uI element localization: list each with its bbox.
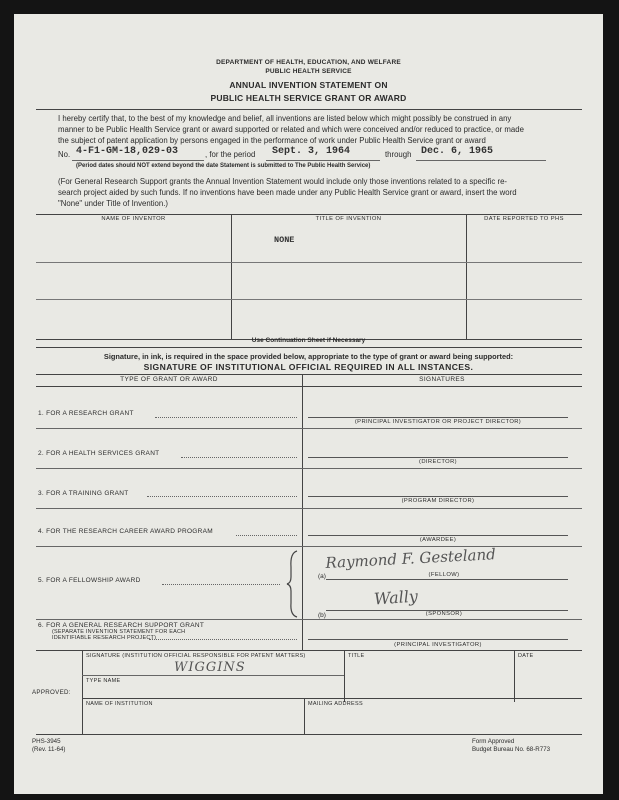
title-label: TITLE — [348, 653, 365, 659]
row5-divider — [36, 619, 582, 620]
grant-number-field[interactable]: 4-F1-GM-18,029-03 — [76, 146, 179, 157]
form-page — [14, 14, 603, 794]
period-note: (Period dates should NOT extend beyond the date Statement is submitted to The Public Health Service) — [76, 163, 371, 169]
general-research-sub2: IDENTIFIABLE RESEARCH PROJECT) — [52, 635, 157, 641]
department-name: DEPARTMENT OF HEALTH, EDUCATION, AND WELFARE — [216, 59, 401, 66]
grant-table-top — [36, 374, 582, 375]
cert-line3: the subject of patent application by persons engaged in the performance of work under Public Health Service grant or award — [58, 136, 486, 145]
invention-entry[interactable]: NONE — [274, 235, 295, 245]
training-grant-caption: (PROGRAM DIRECTOR) — [401, 498, 475, 504]
period-label: , for the period — [205, 150, 256, 159]
general-research-sub1: (SEPARATE INVENTION STATEMENT FOR EACH — [52, 629, 186, 635]
grant-no-label: No. — [58, 150, 71, 159]
research-grant-caption: (PRINCIPAL INVESTIGATOR OR PROJECT DIRECTOR) — [354, 419, 522, 425]
form-revision: (Rev. 11-64) — [32, 746, 66, 753]
inventions-col-divider2 — [466, 214, 467, 339]
title-divider — [344, 650, 345, 702]
career-award-leader — [236, 535, 297, 536]
date-label: DATE — [518, 653, 534, 659]
fellowship-award-label: 5. FOR A FELLOWSHIP AWARD — [38, 577, 141, 584]
period-end-underline — [416, 160, 546, 161]
fellow-marker: (a) — [318, 573, 326, 580]
training-grant-leader — [147, 496, 297, 497]
period-start-field[interactable]: Sept. 3, 1964 — [272, 146, 351, 157]
approved-label: APPROVED: — [32, 689, 71, 696]
official-signature[interactable]: WIGGINS — [174, 660, 246, 675]
col-signatures: SIGNATURES — [419, 376, 465, 383]
general-line2: search project aided by such funds. If no inventions have been made under any Public Health Service grant or award, insert the word — [58, 188, 517, 197]
date-divider — [514, 650, 515, 702]
training-grant-signature-line[interactable] — [308, 496, 568, 497]
row4-divider — [36, 546, 582, 547]
training-grant-label: 3. FOR A TRAINING GRANT — [38, 490, 129, 497]
health-services-grant-leader — [181, 457, 297, 458]
col-grant-type: TYPE OF GRANT OR AWARD — [120, 376, 218, 383]
grant-table-divider — [302, 374, 303, 650]
general-research-leader — [149, 639, 297, 640]
cert-line2: manner to be Public Health Service grant or award supported or related and which were conceived and/or reduced to practice, or made — [58, 125, 524, 134]
col-invention-title: TITLE OF INVENTION — [315, 216, 382, 222]
fellowship-brace-icon — [286, 549, 300, 619]
signature-requirement: SIGNATURE OF INSTITUTIONAL OFFICIAL REQUIRED IN ALL INSTANCES. — [143, 362, 474, 372]
fellow-signature-line — [326, 579, 568, 580]
row2-divider — [36, 468, 582, 469]
fellow-signature[interactable]: Raymond F. Gesteland — [325, 545, 497, 572]
mailing-divider — [304, 698, 305, 734]
career-award-caption: (AWARDEE) — [419, 537, 457, 543]
inventions-row-line1 — [36, 262, 582, 263]
form-number: PHS-3945 — [32, 738, 61, 745]
col-inventor-name: NAME OF INVENTOR — [101, 216, 166, 222]
general-research-signature-line[interactable] — [308, 639, 568, 640]
health-services-caption: (DIRECTOR) — [418, 459, 458, 465]
form-title-line2: PUBLIC HEALTH SERVICE GRANT OR AWARD — [210, 93, 407, 103]
continuation-note: Use Continuation Sheet if Necessary — [251, 337, 366, 344]
inventions-row-line2 — [36, 299, 582, 300]
service-name: PUBLIC HEALTH SERVICE — [265, 68, 352, 75]
col-date-reported: DATE REPORTED TO PHS — [484, 216, 564, 222]
period-end-field[interactable]: Dec. 6, 1965 — [421, 146, 494, 157]
research-grant-leader — [155, 417, 297, 418]
fellowship-award-leader — [162, 584, 280, 585]
official-signature-label: SIGNATURE (INSTITUTION OFFICIAL RESPONSIBLE FOR PATENT MATTERS) — [86, 653, 306, 659]
form-approved: Form Approved — [472, 738, 515, 745]
signature-instruction: Signature, in ink, is required in the space provided below, appropriate to the type of grant or award being supported: — [103, 352, 514, 361]
general-line1: (For General Research Support grants the Annual Invention Statement would include only those inventions related to a specific re- — [58, 177, 508, 186]
cert-line1: I hereby certify that, to the best of my knowledge and belief, all inventions are listed below which might possibly be construed in any — [58, 114, 512, 123]
form-title-line1: ANNUAL INVENTION STATEMENT ON — [229, 80, 388, 90]
through-label: through — [385, 150, 412, 159]
sponsor-signature[interactable]: Wally — [373, 586, 419, 609]
career-award-label: 4. FOR THE RESEARCH CAREER AWARD PROGRAM — [38, 528, 214, 535]
inventions-footer-rule — [36, 347, 582, 348]
mailing-address-label: MAILING ADDRESS — [308, 701, 363, 707]
sponsor-marker: (b) — [318, 612, 326, 619]
health-services-signature-line[interactable] — [308, 457, 568, 458]
type-name-label: TYPE NAME — [86, 678, 121, 684]
research-grant-signature-line[interactable] — [308, 417, 568, 418]
type-name-rule — [82, 675, 344, 676]
career-award-signature-line[interactable] — [308, 535, 568, 536]
row3-divider — [36, 508, 582, 509]
grant-number-underline — [72, 160, 204, 161]
grant-table-header-rule — [36, 386, 582, 387]
header-rule — [36, 109, 582, 110]
period-start-underline — [266, 160, 380, 161]
general-research-label: 6. FOR A GENERAL RESEARCH SUPPORT GRANT — [38, 622, 205, 629]
health-services-grant-label: 2. FOR A HEALTH SERVICES GRANT — [38, 450, 160, 457]
row1-divider — [36, 428, 582, 429]
budget-bureau-number: Budget Bureau No. 68-R773 — [472, 746, 551, 753]
institution-rule — [82, 698, 582, 699]
general-line3: "None" under Title of Invention.) — [58, 199, 168, 208]
general-research-caption: (PRINCIPAL INVESTIGATOR) — [394, 642, 482, 648]
grant-table-bottom — [36, 650, 582, 651]
approval-bottom-rule — [36, 734, 582, 735]
fellow-caption: (FELLOW) — [428, 572, 460, 578]
inventions-table-top — [36, 214, 582, 215]
sponsor-caption: (SPONSOR) — [425, 611, 463, 617]
institution-label: NAME OF INSTITUTION — [86, 701, 153, 707]
research-grant-label: 1. FOR A RESEARCH GRANT — [38, 410, 134, 417]
inventions-col-divider1 — [231, 214, 232, 339]
approval-left-rule — [82, 650, 83, 734]
